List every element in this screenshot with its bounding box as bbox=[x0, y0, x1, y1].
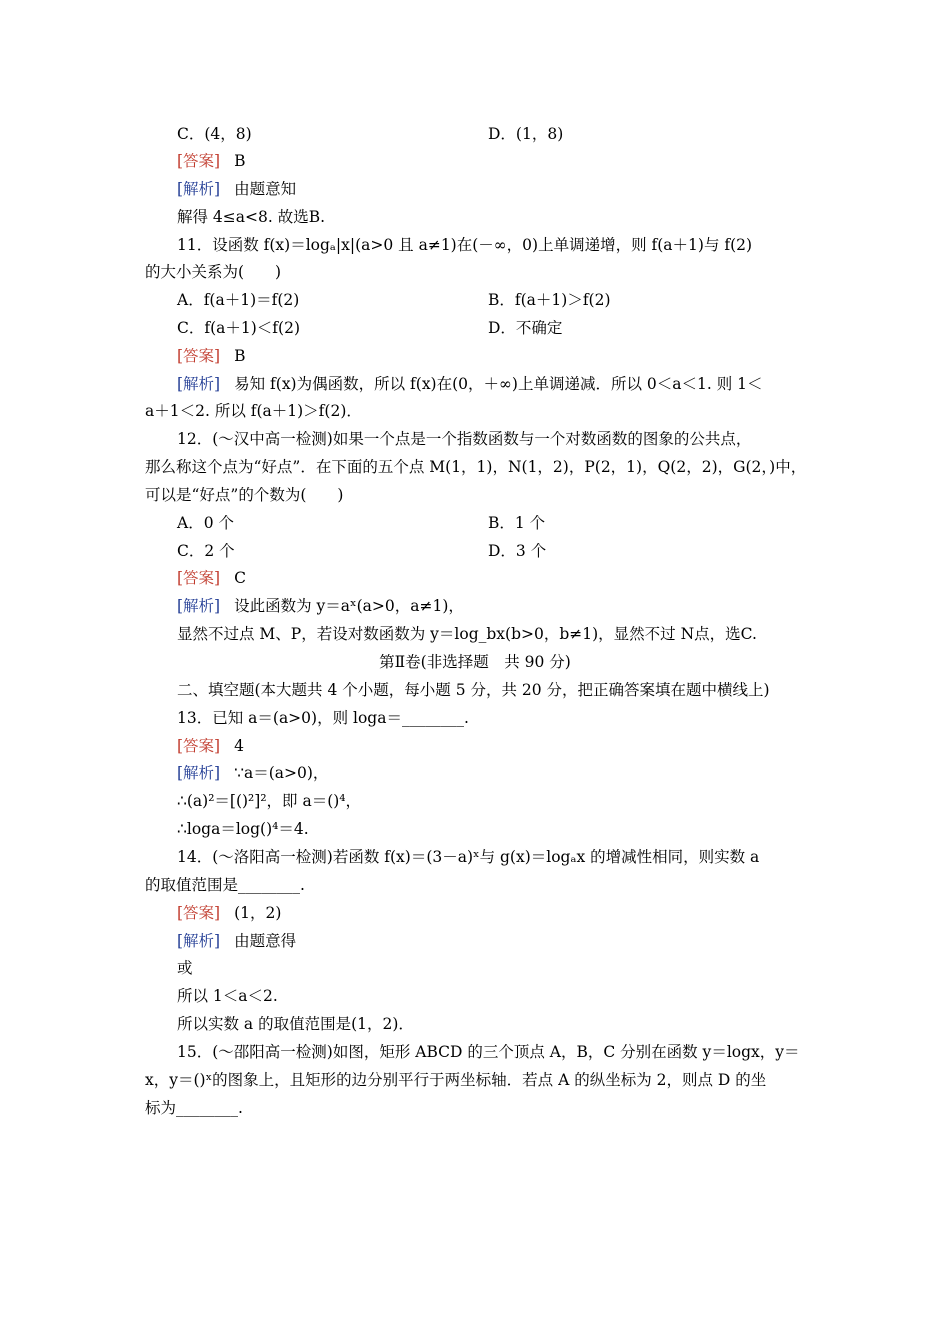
answer-line bbox=[177, 736, 244, 756]
analysis-line bbox=[177, 931, 296, 951]
answer-tag: [答案] bbox=[177, 904, 221, 922]
text-line: 或 bbox=[177, 959, 193, 977]
question-12-cont: 那么称这个点为“好点”．在下面的五个点 M(1，1)，N(1，2)，P(2，1)，Q(2，2)，G(2，)中， bbox=[145, 458, 807, 476]
analysis-line bbox=[177, 596, 464, 616]
analysis-tag: [解析] bbox=[177, 375, 221, 393]
question-15-cont: 标为________. bbox=[145, 1099, 243, 1117]
option-b: B．1 个 bbox=[488, 514, 546, 532]
text-line: 显然不过点 M、P，若设对数函数为 y＝log_bx(b>0，b≠1)，显然不过 N点，选C. bbox=[177, 625, 757, 643]
option-b: B．f(a＋1)＞f(2) bbox=[488, 291, 611, 309]
text-line: 所以 1＜a＜2. bbox=[177, 987, 278, 1005]
answer-tag: [答案] bbox=[177, 737, 221, 755]
text-line: 解得 4≤a<8. 故选B. bbox=[177, 208, 326, 226]
option-d: D．(1，8) bbox=[488, 125, 564, 143]
answer-value: B bbox=[234, 152, 246, 170]
section-instructions: 二、填空题(本大题共 4 个小题，每小题 5 分，共 20 分，把正确答案填在题中横线上) bbox=[177, 681, 770, 699]
answer-tag: [答案] bbox=[177, 152, 221, 170]
answer-line bbox=[177, 903, 281, 923]
question-12: 12．(～汉中高一检测)如果一个点是一个指数函数与一个对数函数的图象的公共点， bbox=[177, 430, 752, 448]
analysis-tag: [解析] bbox=[177, 180, 221, 198]
option-a: A．0 个 bbox=[177, 514, 234, 532]
option-a: A．f(a＋1)＝f(2) bbox=[177, 291, 300, 309]
answer-line bbox=[177, 151, 246, 171]
analysis-tag: [解析] bbox=[177, 764, 221, 782]
answer-value: 4 bbox=[234, 737, 244, 755]
text-line: 所以实数 a 的取值范围是(1，2)． bbox=[177, 1015, 414, 1033]
analysis-line bbox=[177, 374, 763, 394]
option-d: D．不确定 bbox=[488, 319, 563, 337]
text-line: ∴(a)²＝[()²]²，即 a＝()⁴， bbox=[177, 792, 362, 810]
analysis-text: 易知 f(x)为偶函数，所以 f(x)在(0，＋∞)上单调递减．所以 0＜a＜1. 则 1＜ bbox=[234, 375, 763, 393]
question-13: 13．已知 a＝(a>0)，则 loga＝________. bbox=[177, 709, 469, 727]
text-line: a＋1＜2. 所以 f(a＋1)＞f(2)． bbox=[145, 402, 362, 420]
question-14-cont: 的取值范围是________. bbox=[145, 876, 305, 894]
section-heading: 第Ⅱ卷(非选择题 共 90 分) bbox=[379, 653, 571, 671]
option-c: C．2 个 bbox=[177, 542, 235, 560]
text-line: ∴loga＝log()⁴＝4. bbox=[177, 820, 309, 838]
analysis-text: 设此函数为 y＝aˣ(a>0，a≠1)， bbox=[234, 597, 464, 615]
answer-line bbox=[177, 346, 246, 366]
analysis-line bbox=[177, 179, 296, 199]
analysis-tag: [解析] bbox=[177, 597, 221, 615]
question-15: 15．(～邵阳高一检测)如图，矩形 ABCD 的三个顶点 A，B，C 分别在函数 y＝logx，y＝ bbox=[177, 1043, 800, 1061]
analysis-line bbox=[177, 763, 328, 783]
answer-tag: [答案] bbox=[177, 569, 221, 587]
answer-line bbox=[177, 568, 246, 588]
option-c: C．f(a＋1)＜f(2) bbox=[177, 319, 300, 337]
option-c: C．(4，8) bbox=[177, 125, 252, 143]
question-11-cont: 的大小关系为( ) bbox=[145, 263, 282, 281]
question-15-cont: x，y＝()ˣ的图象上，且矩形的边分别平行于两坐标轴．若点 A 的纵坐标为 2，则点 D 的坐 bbox=[145, 1071, 767, 1089]
question-12-cont: 可以是“好点”的个数为( ) bbox=[145, 486, 344, 504]
answer-value: C bbox=[234, 569, 246, 587]
answer-value: B bbox=[234, 347, 246, 365]
question-11: 11．设函数 f(x)＝logₐ|x|(a>0 且 a≠1)在(－∞，0)上单调递增，则 f(a＋1)与 f(2) bbox=[177, 236, 753, 254]
option-d: D．3 个 bbox=[488, 542, 547, 560]
answer-tag: [答案] bbox=[177, 347, 221, 365]
answer-value: (1，2) bbox=[234, 904, 282, 922]
analysis-text: ∵a＝(a>0)， bbox=[234, 764, 329, 782]
analysis-text: 由题意知 bbox=[234, 180, 297, 198]
analysis-text: 由题意得 bbox=[234, 932, 297, 950]
analysis-tag: [解析] bbox=[177, 932, 221, 950]
question-14: 14．(～洛阳高一检测)若函数 f(x)＝(3－a)ˣ与 g(x)＝logₐx 的增减性相同，则实数 a bbox=[177, 848, 760, 866]
